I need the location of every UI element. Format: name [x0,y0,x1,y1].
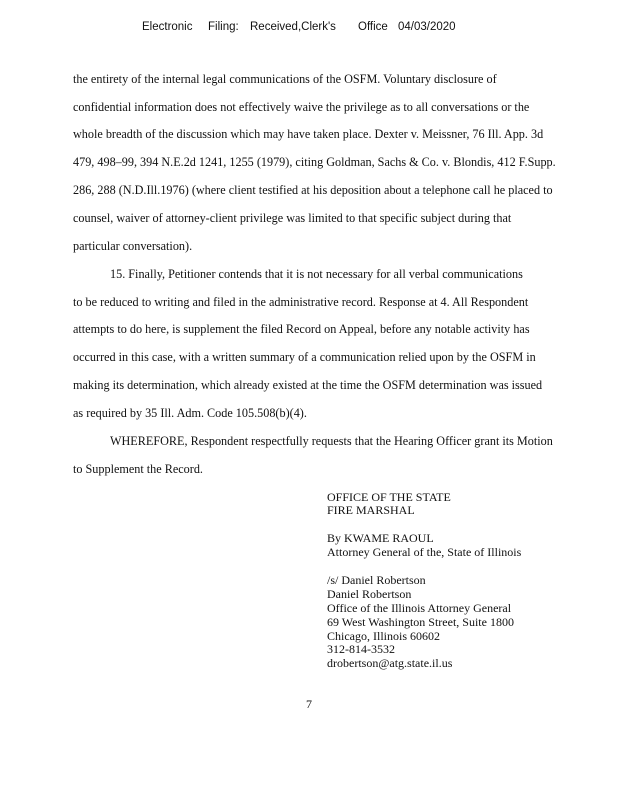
body-line: WHEREFORE, Respondent respectfully requests that the Hearing Officer grant its Motion [110,434,553,448]
body-line: particular conversation). [73,239,193,253]
filing-header [0,21,618,37]
body-line: to be reduced to writing and filed in the administrative record. Response at 4. All Respondent [73,295,529,309]
sig-signed: /s/ Daniel Robertson [327,573,426,587]
sig-email: drobertson@atg.state.il.us [327,656,453,670]
sig-by-line: By KWAME RAOUL [327,531,434,545]
header-filing: Filing: [208,21,239,33]
body-line: as required by 35 Ill. Adm. Code 105.508(b)(4). [73,406,307,420]
body-line: attempts to do here, is supplement the filed Record on Appeal, before any notable activity has [73,322,530,336]
body-line: whole breadth of the discussion which may have taken place. Dexter v. Meissner, 76 Ill. App. 3d [73,127,544,141]
body-line: to Supplement the Record. [73,462,203,476]
body-line: 15. Finally, Petitioner contends that it is not necessary for all verbal communications [110,267,523,281]
body-line: the entirety of the internal legal communications of the OSFM. Voluntary disclosure of [73,72,497,86]
body-line: counsel, waiver of attorney-client privilege was limited to that specific subject during that [73,211,512,225]
body-line: confidential information does not effectively waive the privilege as to all conversations or the [73,100,530,114]
body-line: making its determination, which already existed at the time the OSFM determination was issued [73,378,543,392]
header-received: Received,Clerk's [250,21,336,33]
sig-org-line1: OFFICE OF THE STATE [327,490,451,504]
header-date: 04/03/2020 [398,21,456,33]
header-office: Office [358,21,388,33]
body-line: 479, 498–99, 394 N.E.2d 1241, 1255 (1979), citing Goldman, Sachs & Co. v. Blondis, 412 F.Supp. [73,155,556,169]
sig-street: 69 West Washington Street, Suite 1800 [327,615,514,629]
sig-name: Daniel Robertson [327,587,412,601]
sig-office: Office of the Illinois Attorney General [327,601,512,615]
sig-phone: 312-814-3532 [327,642,395,656]
header-electronic: Electronic [142,21,193,33]
sig-title-line: Attorney General of the, State of Illinois [327,545,522,559]
page-number: 7 [306,697,312,711]
body-line: 286, 288 (N.D.Ill.1976) (where client testified at his deposition about a telephone call he placed to [73,183,553,197]
sig-city: Chicago, Illinois 60602 [327,629,440,643]
body-line: occurred in this case, with a written summary of a communication relied upon by the OSFM in [73,350,536,364]
sig-org-line2: FIRE MARSHAL [327,503,415,517]
